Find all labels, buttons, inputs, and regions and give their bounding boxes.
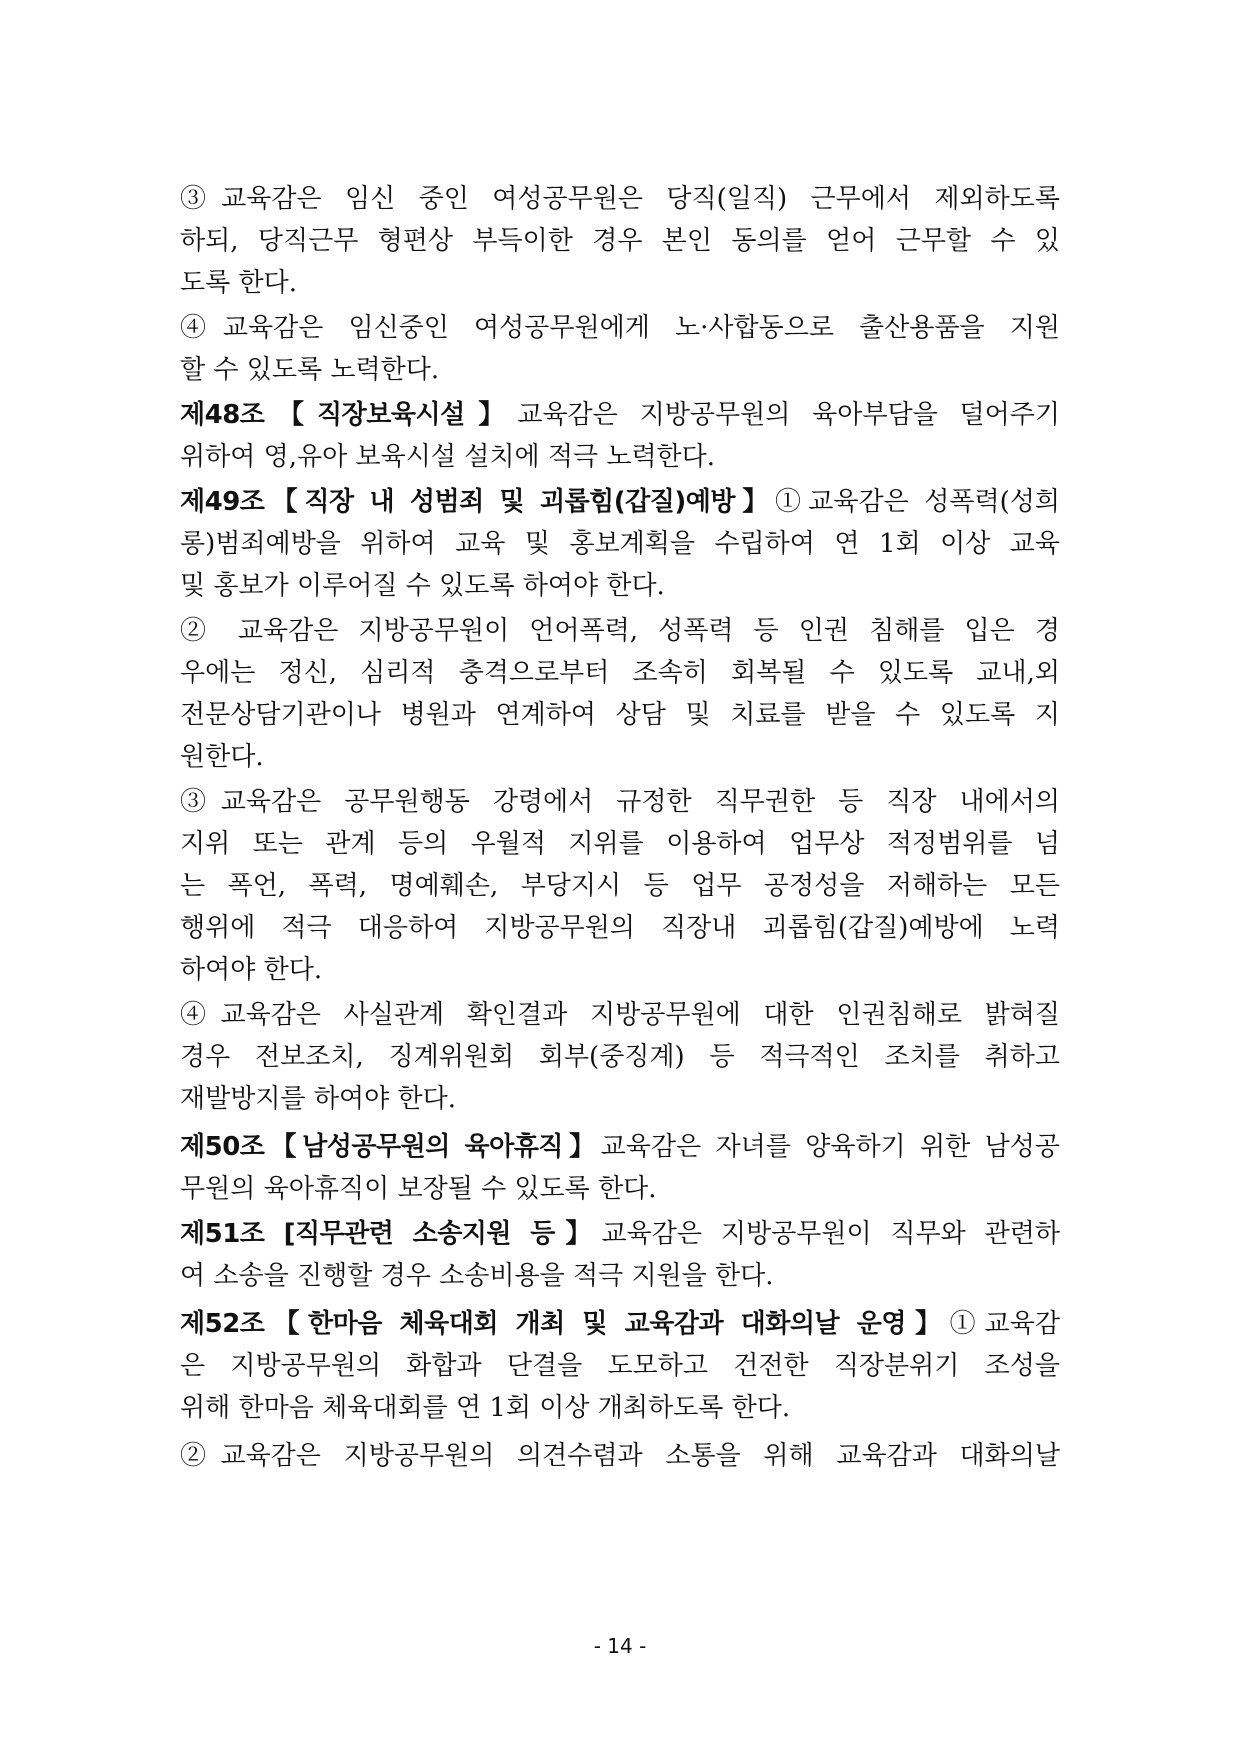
text-line — [180, 997, 1060, 1033]
line-text: 원한다. — [180, 742, 264, 772]
text-line — [180, 868, 1060, 904]
article-heading: 제51조 [직무관련 소송지원 등】 — [180, 1219, 602, 1249]
line-text: ③교육감은 임신 중인 여성공무원은 당직(일직) 근무에서 제외하도록 — [180, 184, 1060, 214]
line-text: 여 소송을 진행할 경우 소송비용을 적극 지원을 한다. — [180, 1261, 774, 1291]
line-text: 교육감은 지방공무원의 육아부담을 덜어주기 — [517, 400, 1060, 430]
text-line — [180, 181, 1060, 217]
line-text: 위해 한마음 체육대회를 연 1회 이상 개최하도록 한다. — [180, 1393, 791, 1423]
line-text: 는 폭언, 폭력, 명예훼손, 부당지시 등 업무 공정성을 저해하는 모든 — [180, 871, 1060, 901]
text-line — [180, 310, 1060, 346]
line-text: 교육감은 자녀를 양육하기 위한 남성공 — [600, 1132, 1060, 1162]
line-text: 지위 또는 관계 등의 우월적 지위를 이용하여 업무상 적정범위를 넘 — [180, 829, 1060, 859]
text-line — [180, 697, 1060, 733]
article-line — [180, 1216, 1060, 1252]
line-text: 은 지방공무원의 화합과 단결을 도모하고 건전한 직장분위기 조성을 — [180, 1351, 1060, 1381]
article-line — [180, 397, 1060, 433]
text-line — [180, 1438, 1060, 1474]
line-text: 하여야 한다. — [180, 955, 323, 985]
line-text: 재발방지를 하여야 한다. — [180, 1084, 456, 1114]
text-line — [180, 1171, 1060, 1207]
article-line — [180, 1306, 1060, 1342]
text-line — [180, 952, 1060, 988]
article-heading: 제49조【직장 내 성범죄 및 괴롭힘(갑질)예방】 — [180, 487, 776, 517]
text-line — [180, 910, 1060, 946]
text-line — [180, 655, 1060, 691]
article-line — [180, 1129, 1060, 1165]
line-text: 도록 한다. — [180, 268, 297, 298]
line-text: 무원의 육아휴직이 보장될 수 있도록 한다. — [180, 1174, 657, 1204]
line-text: 하되, 당직근무 형편상 부득이한 경우 본인 동의를 얻어 근무할 수 있 — [180, 226, 1060, 256]
line-text: ③교육감은 공무원행동 강령에서 규정한 직무권한 등 직장 내에서의 — [180, 787, 1060, 817]
line-text: ② 교육감은 지방공무원이 언어폭력, 성폭력 등 인권 침해를 입은 경 — [180, 616, 1060, 646]
line-text: 롱)범죄예방을 위하여 교육 및 홍보계획을 수립하여 연 1회 이상 교육 — [180, 529, 1060, 559]
line-text: 경우 전보조치, 징계위원회 회부(중징계) 등 적극적인 조치를 취하고 — [180, 1042, 1060, 1072]
line-text: 및 홍보가 이루어질 수 있도록 하여야 한다. — [180, 571, 665, 601]
line-text: ④교육감은 임신중인 여성공무원에게 노·사합동으로 출산용품을 지원 — [180, 313, 1060, 343]
text-line — [180, 526, 1060, 562]
article-heading: 제48조【직장보육시설】 — [180, 400, 518, 430]
text-line — [180, 739, 1060, 775]
text-line — [180, 352, 1060, 388]
line-text: 할 수 있도록 노력한다. — [180, 355, 440, 385]
line-text: 행위에 적극 대응하여 지방공무원의 직장내 괴롭힘(갑질)예방에 노력 — [180, 913, 1060, 943]
line-text: 우에는 정신, 심리적 충격으로부터 조속히 회복될 수 있도록 교내,외 — [180, 658, 1060, 688]
line-text: ①교육감은 성폭력(성희 — [775, 487, 1061, 517]
text-line — [180, 265, 1060, 301]
article-line — [180, 484, 1060, 520]
text-line — [180, 1081, 1060, 1117]
text-line — [180, 1348, 1060, 1384]
line-text: 교육감은 지방공무원이 직무와 관련하 — [601, 1219, 1060, 1249]
text-line — [180, 439, 1060, 475]
text-line — [180, 1390, 1060, 1426]
page-number: - 14 - — [593, 1634, 647, 1658]
text-line — [180, 613, 1060, 649]
text-line — [180, 784, 1060, 820]
line-text: ②교육감은 지방공무원의 의견수렴과 소통을 위해 교육감과 대화의날 — [180, 1441, 1060, 1471]
line-text: 전문상담기관이나 병원과 연계하여 상담 및 치료를 받을 수 있도록 지 — [180, 700, 1060, 730]
article-heading: 제50조【남성공무원의 육아휴직】 — [180, 1132, 601, 1162]
line-text: 위하여 영,유아 보육시설 설치에 적극 노력한다. — [180, 442, 716, 472]
text-line — [180, 826, 1060, 862]
line-text: ④교육감은 사실관계 확인결과 지방공무원에 대한 인권침해로 밝혀질 — [180, 1000, 1060, 1030]
text-line — [180, 568, 1060, 604]
text-line — [180, 223, 1060, 259]
text-line — [180, 1258, 1060, 1294]
article-heading: 제52조【한마음 체육대회 개최 및 교육감과 대화의날 운영】 — [180, 1309, 950, 1339]
text-line — [180, 1039, 1060, 1075]
line-text: ①교육감 — [949, 1309, 1060, 1339]
